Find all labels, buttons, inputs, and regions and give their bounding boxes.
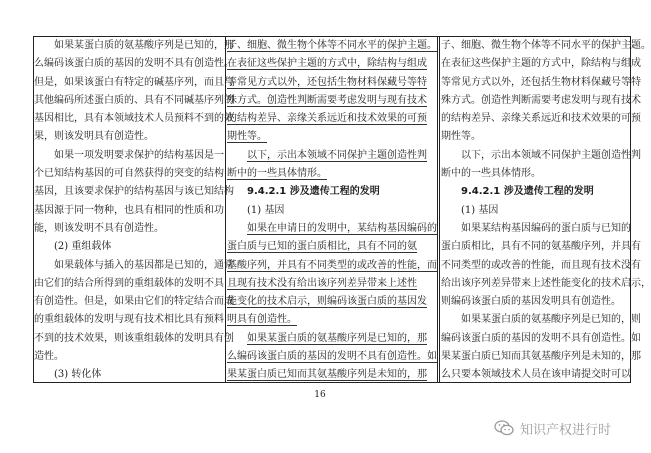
text-line (441, 257, 641, 275)
text-line (34, 92, 234, 110)
line-text: 不到的技术效果，则该重组载体的发明具有创 (34, 332, 234, 344)
text-line (441, 128, 629, 146)
line-text: 如果在申请日的发明中，某结构基因编码的 (247, 222, 437, 234)
line-text: 个已知结构基因的可自然获得的突变的结构 (34, 168, 224, 180)
line-text: 基因相比，具有本领域技术人员预料不到的效 (34, 113, 234, 125)
column-divider-double (437, 37, 438, 382)
column-original-text (34, 37, 234, 382)
text-line (441, 311, 641, 329)
text-line (227, 92, 436, 110)
line-text: 断中的一些具体情形。 (441, 168, 541, 180)
text-line (34, 37, 234, 55)
text-line (227, 202, 436, 220)
text-line (441, 183, 629, 201)
text-line (34, 74, 234, 92)
text-line (441, 293, 629, 311)
line-text: 么编码该蛋白质的基因的发明不具有创造性。如 (227, 351, 437, 363)
line-text: 由它们的结合所得到的重组载体的发明不具 (34, 277, 224, 289)
text-line (441, 202, 629, 220)
text-line (441, 330, 641, 348)
line-text: 但是，如果该蛋白有特定的碱基序列，而且与 (34, 76, 234, 88)
line-text: 造性。 (34, 351, 64, 363)
text-line (227, 147, 436, 165)
line-text: 殊方式。创造性判断需要考虑发明与现有技术 (441, 94, 641, 106)
watermark (494, 418, 611, 438)
text-line (227, 220, 436, 238)
text-line (227, 366, 436, 384)
text-line (441, 366, 629, 384)
text-line (227, 275, 436, 293)
text-line (227, 293, 436, 311)
text-line (34, 128, 223, 146)
line-text: 给出该序列差异带来上述性能变化的技术启示， (441, 277, 651, 289)
text-line (227, 311, 436, 329)
text-line (34, 183, 234, 201)
line-text: 殊方式。创造性判断需要考虑发明与现有技术 (227, 94, 427, 106)
text-line (227, 165, 436, 183)
line-text: 蛋白质相比，具有不同的氨基酸序列，并具有 (441, 241, 641, 253)
line-text: 则编码该蛋白质的基因发明具有创造性。 (441, 296, 621, 308)
line-text: 蛋白质与已知的蛋白质相比，具有不同的氨 (227, 241, 417, 253)
text-line (441, 238, 641, 256)
line-text: 的结构差异、亲缘关系远近和技术效果的可预 (441, 113, 641, 125)
line-text: 在表征这些保护主题的方式中，除结构与组成 (227, 58, 427, 70)
text-line (34, 366, 223, 384)
text-line (441, 348, 641, 366)
text-line (34, 275, 223, 293)
line-text: 能，则该发明不具有创造性。 (34, 222, 164, 234)
line-text: 基因，且该要求保护的结构基因与该已知结构 (34, 186, 234, 198)
line-text: 么编码该蛋白质的基因的发明不具有创造性。 (34, 58, 234, 70)
text-line (227, 238, 436, 256)
line-text: 且现有技术没有给出该序列差异带来上述性 (227, 277, 417, 289)
line-text: 如果某结构基因编码的蛋白质与已知的 (461, 222, 631, 234)
line-text: (3) 转化体 (54, 369, 102, 381)
text-line (34, 257, 234, 275)
text-line (227, 37, 436, 55)
line-text: 的重组载体的发明与现有技术相比具有预料 (34, 314, 224, 326)
text-line (34, 238, 223, 256)
line-text: 以下，示出本领域不同保护主题创造性判 (461, 149, 641, 161)
page-number: 16 (314, 390, 326, 400)
line-text: 编码该蛋白质的基因的发明不具有创造性。如 (441, 332, 641, 344)
text-line (34, 311, 223, 329)
text-line (227, 128, 436, 146)
line-text: 基酸序列，并具有不同类型的或改善的性能，而 (227, 259, 437, 271)
text-line (441, 55, 641, 73)
text-line (227, 348, 436, 366)
section-heading: 9.4.2.1 涉及遗传工程的发明 (247, 186, 380, 198)
column-divider (225, 37, 226, 382)
line-text: 么只要本领域技术人员在该申请提交时可以 (441, 369, 631, 381)
line-text: 的结构差异、亲缘关系远近和技术效果的可预 (227, 113, 427, 125)
line-text: 在表征这些保护主题的方式中，除结构与组成 (441, 58, 641, 70)
text-line (441, 275, 651, 293)
text-line (227, 110, 436, 128)
text-line (441, 165, 629, 183)
line-text: 有创造性。但是，如果由它们的特定结合而成 (34, 296, 234, 308)
line-text: 其他编码所述蛋白质的、具有不同碱基序列的 (34, 94, 234, 106)
line-text: 如果一项发明要求保护的结构基因是一 (54, 149, 224, 161)
line-text: 如果某蛋白质的氨基酸序列是已知的，那 (247, 332, 427, 344)
text-line (34, 147, 223, 165)
comparison-table (33, 36, 651, 383)
line-text: (2) 重组载体 (54, 241, 112, 253)
wechat-icon (494, 420, 514, 436)
text-line (227, 330, 436, 348)
line-text: 果某蛋白质已知而其氨基酸序列是未知的，那 (227, 369, 427, 381)
text-line (34, 348, 223, 366)
text-line (441, 147, 641, 165)
text-line (227, 183, 436, 201)
text-line (34, 110, 234, 128)
line-text: 子、细胞、微生物个体等不同水平的保护主题。 (227, 40, 437, 51)
line-text: 期性等。 (227, 131, 267, 143)
text-line (441, 37, 651, 55)
text-line (441, 74, 641, 92)
line-text: 等常见方式以外，还包括生物材料保藏号等特 (441, 76, 641, 88)
line-text: (1) 基因 (461, 204, 499, 216)
text-line (441, 92, 641, 110)
line-text: 果某蛋白质已知而其氨基酸序列是未知的，那 (441, 351, 641, 363)
line-text: 以下，示出本领域不同保护主题创造性判 (247, 149, 427, 161)
text-line (441, 220, 629, 238)
text-line (34, 293, 234, 311)
line-text: 基因源于同一物种，也具有相同的性质和功 (34, 204, 224, 216)
text-line (34, 220, 223, 238)
column-divider-double (439, 37, 440, 382)
line-text: (1) 基因 (247, 204, 285, 216)
text-line (227, 257, 436, 275)
line-text: 断中的一些具体情形。 (227, 168, 327, 180)
line-text: 能变化的技术启示，则编码该蛋白质的基因发 (227, 296, 427, 308)
line-text: 明具有创造性。 (227, 314, 297, 326)
text-line (34, 165, 223, 183)
text-line (227, 55, 436, 73)
text-line (34, 330, 234, 348)
watermark-text: 知识产权进行时 (520, 422, 612, 438)
line-text: 等常见方式以外，还包括生物材料保藏号等特 (227, 76, 427, 88)
column-draft-tracked-changes (227, 37, 436, 382)
line-text: 果，则该发明具有创造性。 (34, 131, 154, 143)
line-text: 如果某蛋白质的氨基酸序列是已知的，则 (461, 314, 641, 326)
column-revised-text (441, 37, 651, 382)
text-line (34, 55, 234, 73)
text-line (34, 202, 223, 220)
text-line (441, 110, 641, 128)
text-line (227, 74, 436, 92)
section-heading: 9.4.2.1 涉及遗传工程的发明 (461, 186, 594, 198)
line-text: 如果载体与插入的基因都是已知的，通常 (54, 259, 234, 271)
line-text: 不同类型的或改善的性能，而且现有技术没有 (441, 259, 641, 271)
line-text: 如果某蛋白质的氨基酸序列是已知的，那 (54, 40, 234, 51)
line-text: 期性等。 (441, 131, 481, 143)
line-text: 子、细胞、微生物个体等不同水平的保护主题。 (441, 40, 651, 51)
